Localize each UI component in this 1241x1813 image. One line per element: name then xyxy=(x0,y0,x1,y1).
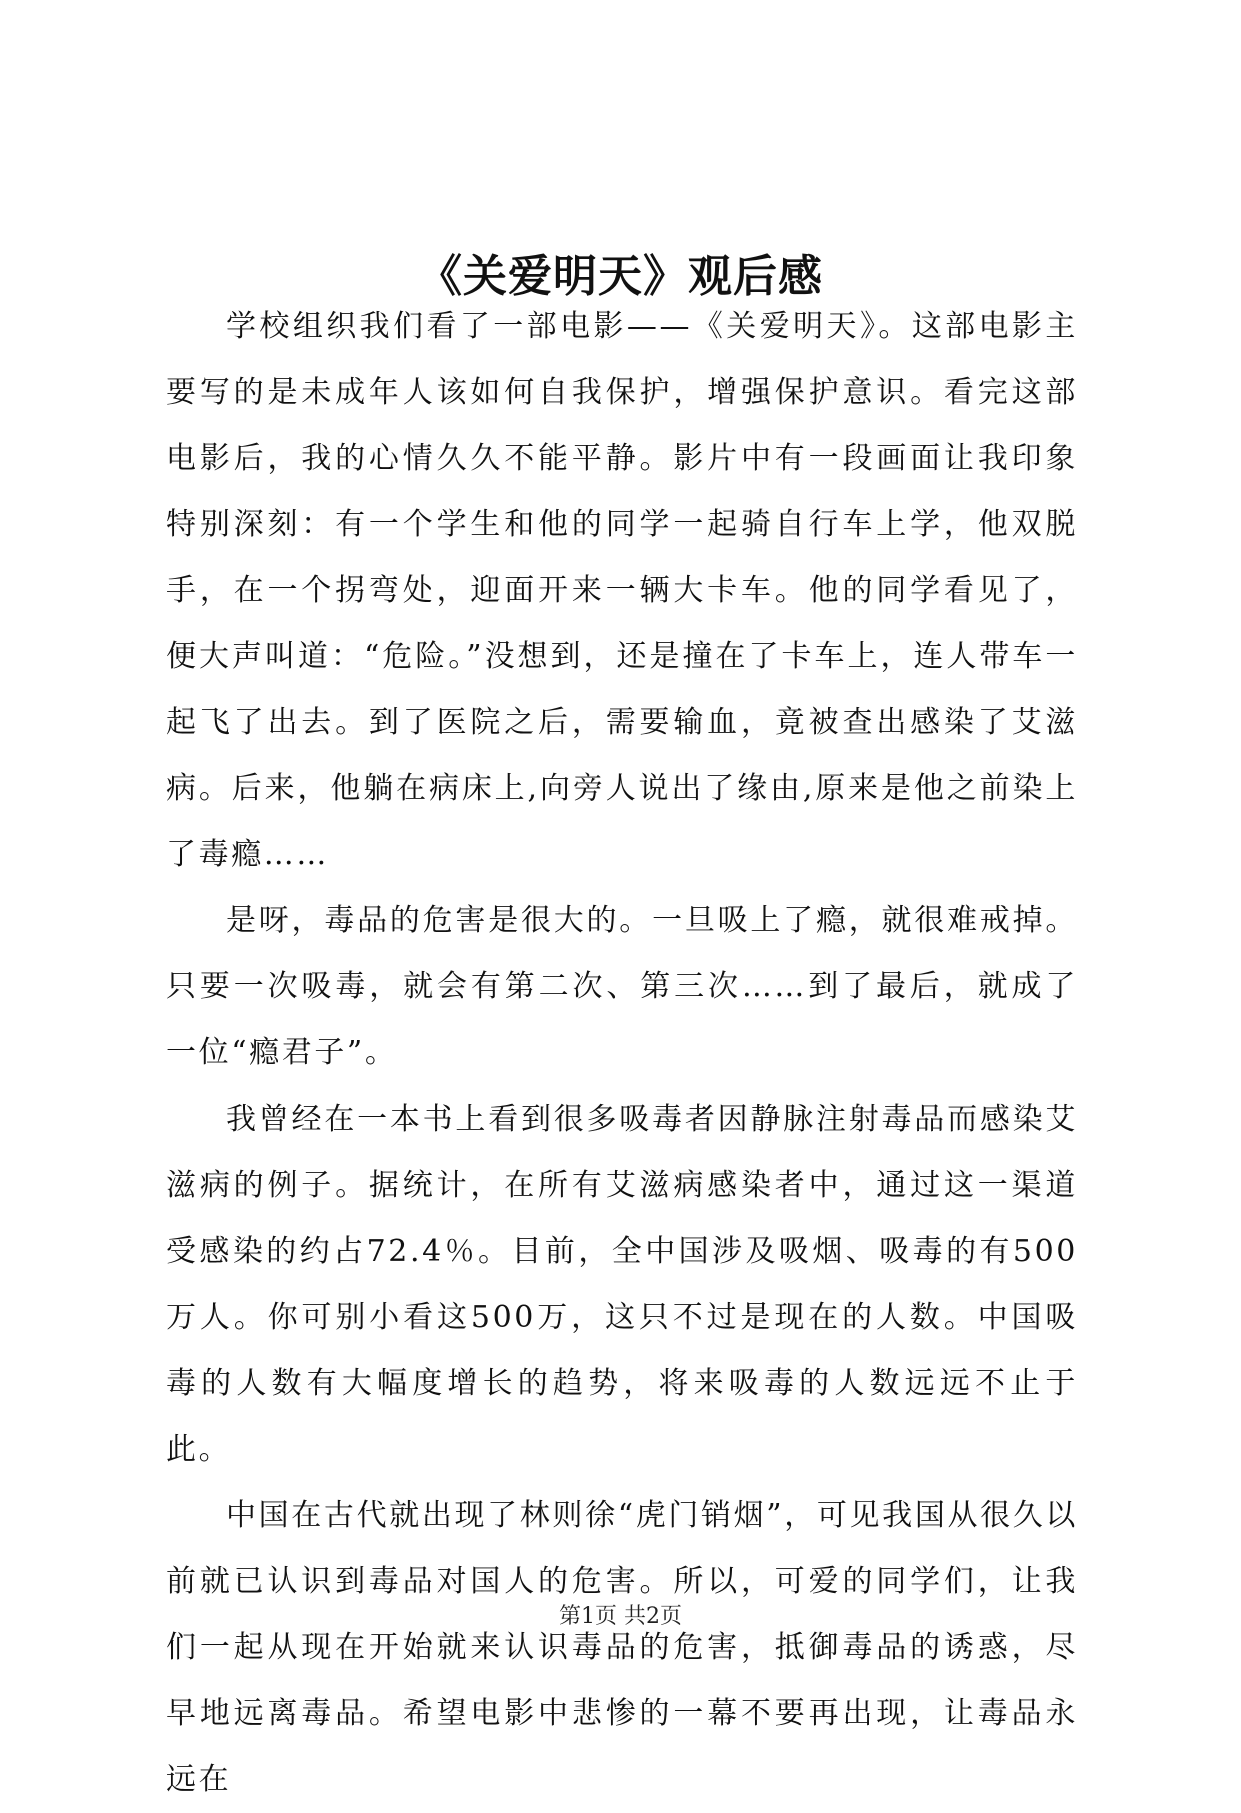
document-body xyxy=(166,294,1078,1813)
paragraph: 学校组织我们看了一部电影——《关爱明天》。这部电影主要写的是未成年人该如何自我保护，增强保护意识。看完这部电影后，我的心情久久不能平静。影片中有一段画面让我印象特别深刻：有一个学生和他的同学一起骑自行车上学，他双脱手，在一个拐弯处，迎面开来一辆大卡车。他的同学看见了，便大声叫道：“危险。”没想到，还是撞在了卡车上，连人带车一起飞了出去。到了医院之后，需要输血，竟被查出感染了艾滋病。后来，他躺在病床上,向旁人说出了缘由,原来是他之前染上了毒瘾…… xyxy=(166,309,1078,872)
page-footer: 第1页 共2页 xyxy=(559,1604,682,1629)
page-title: 《关爱明天》观后感 xyxy=(418,251,823,303)
paragraph: 中国在古代就出现了林则徐“虎门销烟”，可见我国从很久以前就已认识到毒品对国人的危害。所以，可爱的同学们，让我们一起从现在开始就来认识毒品的危害，抵御毒品的诱惑，尽早地远离毒品。希望电影中悲惨的一幕不要再出现，让毒品永远在 xyxy=(166,1498,1078,1797)
paragraph: 我曾经在一本书上看到很多吸毒者因静脉注射毒品而感染艾滋病的例子。据统计，在所有艾滋病感染者中，通过这一渠道受感染的约占72.4％。目前，全中国涉及吸烟、吸毒的有500万人。你可别小看这500万，这只不过是现在的人数。中国吸毒的人数有大幅度增长的趋势，将来吸毒的人数远远不止于此。 xyxy=(166,1102,1078,1467)
paragraph: 是呀，毒品的危害是很大的。一旦吸上了瘾，就很难戒掉。只要一次吸毒，就会有第二次、第三次……到了最后，就成了一位“瘾君子”。 xyxy=(166,903,1078,1070)
